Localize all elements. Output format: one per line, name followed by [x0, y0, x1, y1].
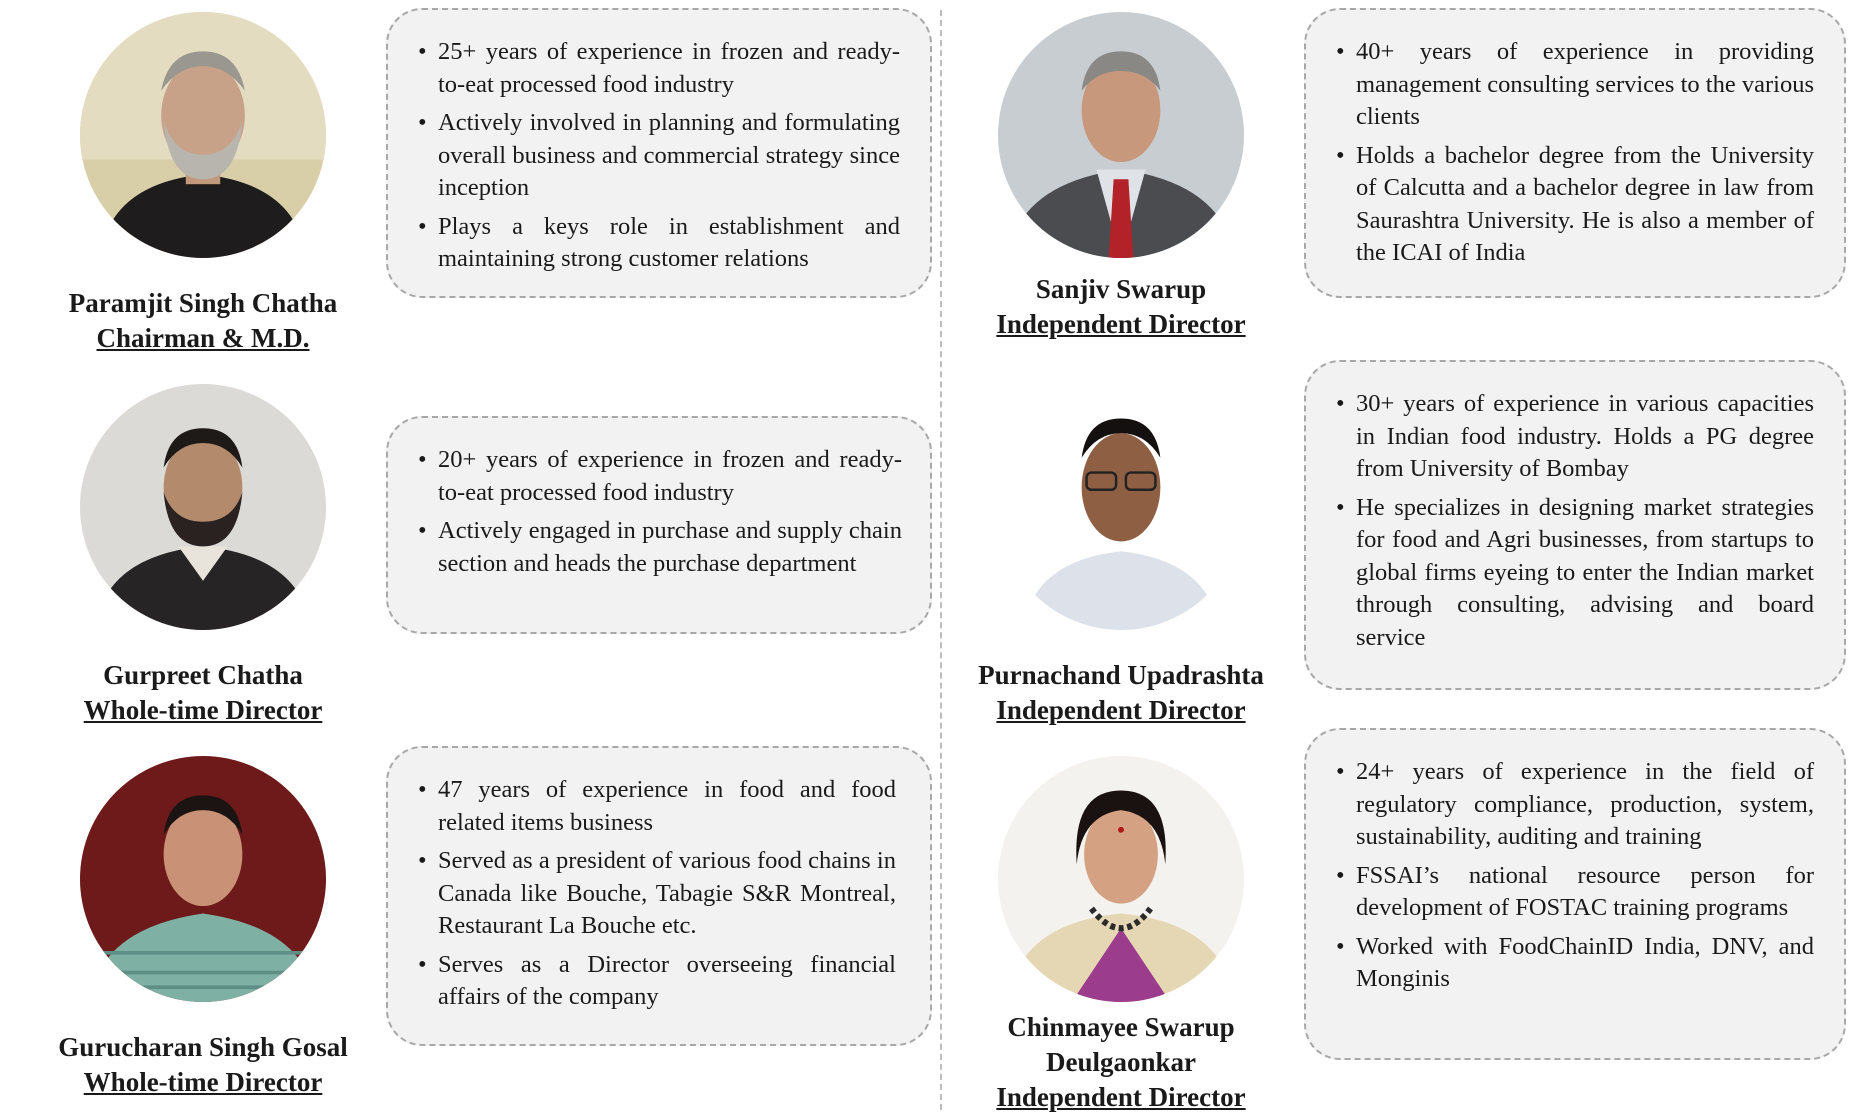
bio-bullet: • Actively involved in planning and formulating overall business and commercial strategy since inception: [418, 107, 900, 205]
director-name: Chinmayee Swarup: [1007, 1012, 1235, 1042]
bio-bullet: • Worked with FoodChainID India, DNV, and Monginis: [1336, 931, 1814, 996]
director-photo-sanjiv: [998, 12, 1244, 258]
bio-box-gurucharan: [386, 746, 932, 1046]
director-name: Sanjiv Swarup: [1035, 274, 1207, 304]
bio-box-chinmayee: [1304, 728, 1846, 1060]
bio-bullet: • 20+ years of experience in frozen and ready-to-eat processed food industry: [418, 444, 902, 509]
portrait-image: [998, 384, 1244, 630]
bio-bullet: • Plays a keys role in establishment and maintaining strong customer relations: [418, 211, 900, 276]
bio-bullet: • Served as a president of various food chains in Canada like Bouche, Tabagie S&R Montreal, Restaurant La Bouche etc.: [418, 845, 896, 943]
bio-box-purnachand: [1304, 360, 1846, 690]
center-divider: [940, 10, 942, 1110]
bio-bullet: • 30+ years of experience in various capacities in Indian food industry. Holds a PG degree from University of Bombay: [1336, 388, 1814, 486]
director-role: Whole-time Director: [83, 1067, 323, 1097]
bio-bullet: • Serves as a Director overseeing financial affairs of the company: [418, 949, 896, 1014]
bio-bullet: • 47 years of experience in food and food related items business: [418, 774, 896, 839]
director-photo-paramjit: [80, 12, 326, 258]
director-name: Deulgaonkar: [1045, 1047, 1197, 1077]
director-photo-purnachand: [998, 384, 1244, 630]
portrait-image: [80, 384, 326, 630]
bio-box-gurpreet: [386, 416, 932, 634]
bio-bullet: • Actively engaged in purchase and supply chain section and heads the purchase department: [418, 515, 902, 580]
bio-bullet: • 24+ years of experience in the field of regulatory compliance, production, system, sustainability, auditing and training: [1336, 756, 1814, 854]
director-role: Whole-time Director: [83, 695, 323, 725]
director-photo-chinmayee: [998, 756, 1244, 1002]
director-role: Chairman & M.D.: [96, 323, 310, 353]
director-photo-gurucharan: [80, 756, 326, 1002]
bio-bullet: • FSSAI’s national resource person for development of FOSTAC training programs: [1336, 860, 1814, 925]
bio-box-paramjit: [386, 8, 932, 298]
portrait-image: [80, 756, 326, 1002]
director-name: Paramjit Singh Chatha: [68, 288, 338, 318]
portrait-image: [998, 12, 1244, 258]
director-role: Independent Director: [996, 695, 1246, 725]
bio-bullet: • 40+ years of experience in providing management consulting services to the various clients: [1336, 36, 1814, 134]
portrait-image: [80, 12, 326, 258]
director-name: Purnachand Upadrashta: [978, 660, 1264, 690]
director-role: Independent Director: [996, 1082, 1246, 1112]
bio-bullet: • 25+ years of experience in frozen and ready-to-eat processed food industry: [418, 36, 900, 101]
bio-bullet: • He specializes in designing market strategies for food and Agri businesses, from startups to global firms eyeing to enter the Indian market through consulting, advising and board service: [1336, 492, 1814, 655]
portrait-image: [998, 756, 1244, 1002]
director-role: Independent Director: [996, 309, 1246, 339]
director-name: Gurucharan Singh Gosal: [58, 1032, 348, 1062]
director-name: Gurpreet Chatha: [103, 660, 303, 690]
director-photo-gurpreet: [80, 384, 326, 630]
bio-bullet: • Holds a bachelor degree from the University of Calcutta and a bachelor degree in law from Saurashtra University. He is also a member of the ICAI of India: [1336, 140, 1814, 270]
bio-box-sanjiv: [1304, 8, 1846, 298]
